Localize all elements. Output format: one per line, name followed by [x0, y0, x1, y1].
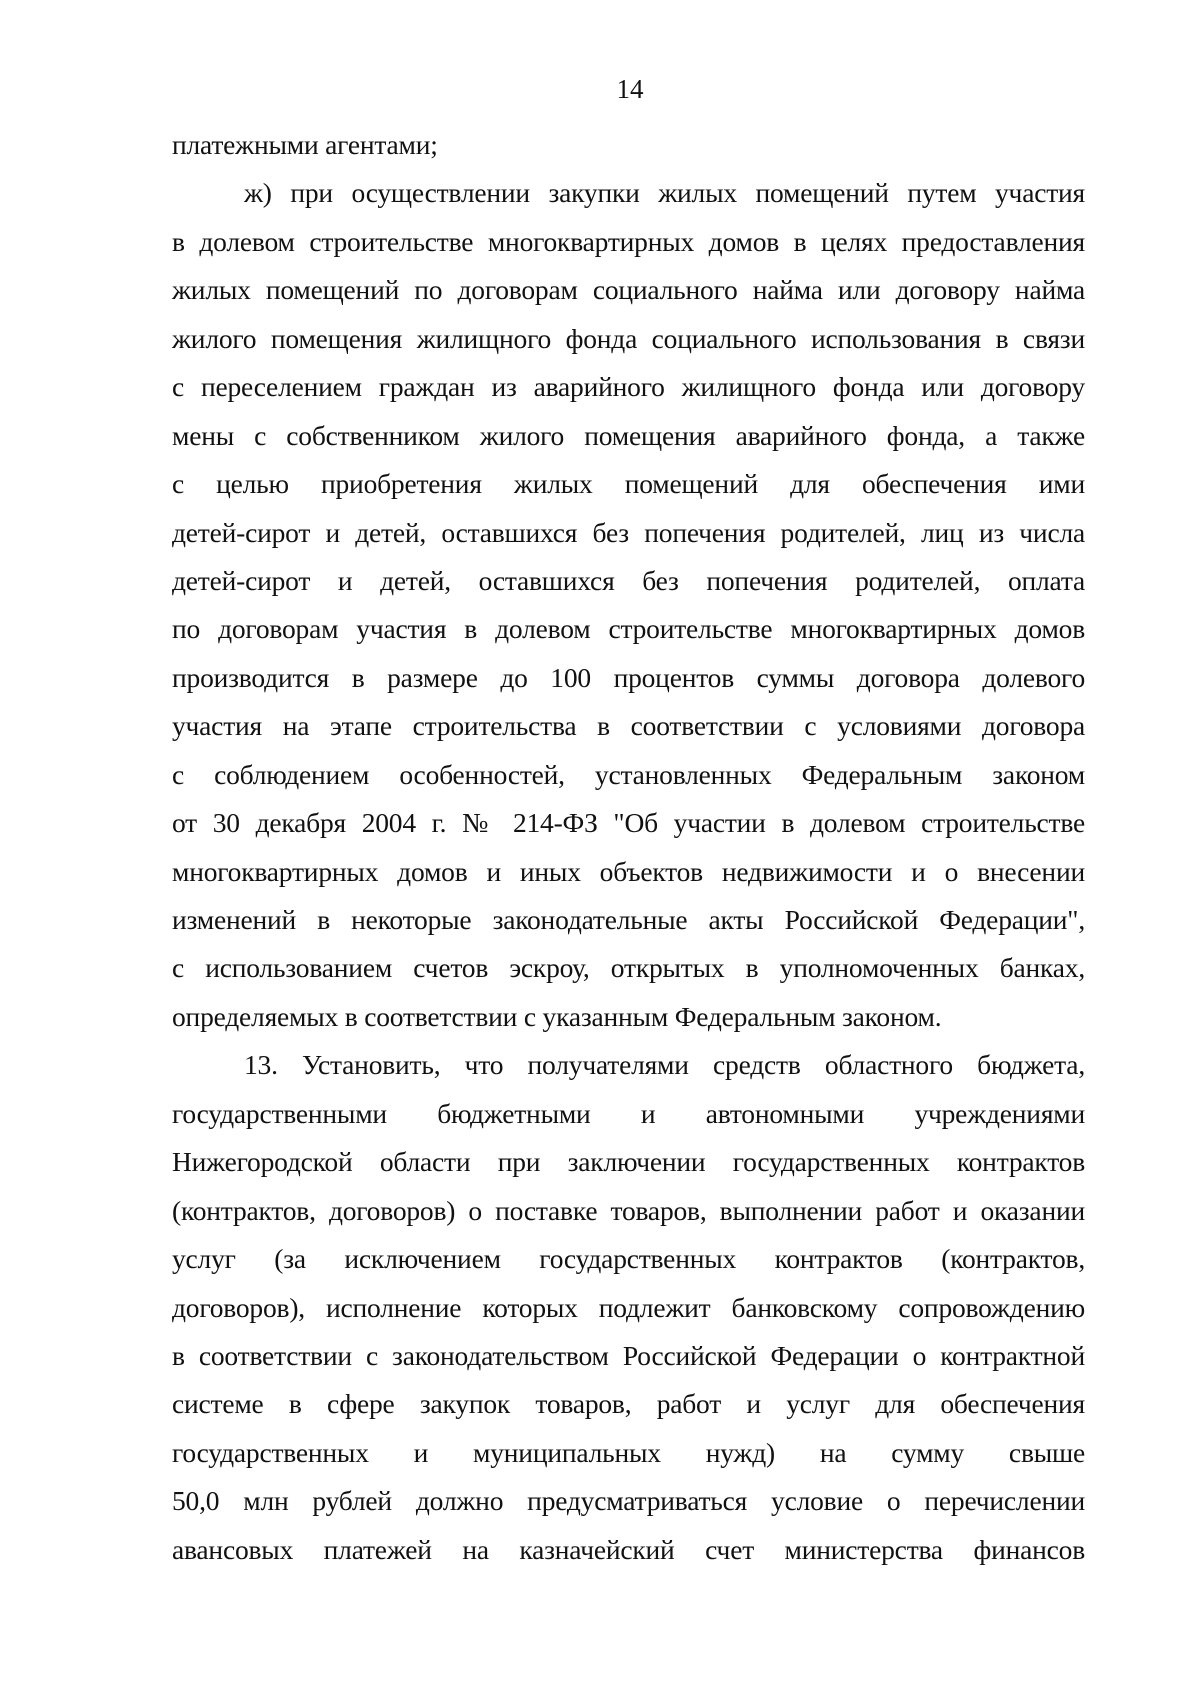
- text-line: государственных и муниципальных нужд) на сумму свыше: [172, 1436, 1085, 1468]
- paragraph-item-13: [172, 1041, 1085, 1574]
- text-line: жилых помещений по договорам социального найма или договору найма: [172, 274, 1085, 306]
- text-line: детей-сирот и детей, оставшихся без попечения родителей, лиц из числа: [172, 516, 1085, 548]
- text-line: детей-сирот и детей, оставшихся без попечения родителей, оплата: [172, 564, 1085, 596]
- text-line: (контрактов, договоров) о поставке товаров, выполнении работ и оказании: [172, 1194, 1085, 1226]
- paragraph-continuation: [172, 121, 1085, 169]
- text-line: 50,0 млн рублей должно предусматриваться условие о перечислении: [172, 1485, 1085, 1517]
- body-text: [172, 121, 1085, 1574]
- text-line: с целью приобретения жилых помещений для обеспечения ими: [172, 468, 1085, 500]
- text-line: с использованием счетов эскроу, открытых в уполномоченных банках,: [172, 952, 1085, 984]
- text-line: в долевом строительстве многоквартирных домов в целях предоставления: [172, 225, 1085, 257]
- text-line: жилого помещения жилищного фонда социального использования в связи: [172, 322, 1085, 354]
- text-line: участия на этапе строительства в соответствии с условиями договора: [172, 710, 1085, 742]
- text-line: услуг (за исключением государственных контрактов (контрактов,: [172, 1243, 1085, 1275]
- text-line: государственными бюджетными и автономными учреждениями: [172, 1097, 1085, 1129]
- text-line: производится в размере до 100 процентов суммы договора долевого: [172, 661, 1085, 693]
- text-line: авансовых платежей на казначейский счет министерства финансов: [172, 1533, 1085, 1565]
- text-line: с соблюдением особенностей, установленных Федеральным законом: [172, 758, 1085, 790]
- text-line: мены с собственником жилого помещения аварийного фонда, а также: [172, 419, 1085, 451]
- text-line: с переселением граждан из аварийного жилищного фонда или договору: [172, 371, 1085, 403]
- paragraph-item-zh: [172, 169, 1085, 1041]
- text-line: системе в сфере закупок товаров, работ и услуг для обеспечения: [172, 1388, 1085, 1420]
- page-number: 14: [616, 74, 644, 104]
- text-line: договоров), исполнение которых подлежит банковскому сопровождению: [172, 1291, 1085, 1323]
- text-line: по договорам участия в долевом строительстве многоквартирных домов: [172, 613, 1085, 645]
- text-line: определяемых в соответствии с указанным Федеральным законом.: [172, 1000, 942, 1032]
- text-line: в соответствии с законодательством Российской Федерации о контрактной: [172, 1339, 1085, 1371]
- text-line: ж) при осуществлении закупки жилых помещений путем участия: [244, 177, 1085, 209]
- text-line: от 30 декабря 2004 г. № 214-ФЗ "Об участии в долевом строительстве: [172, 807, 1085, 839]
- text-line: платежными агентами;: [172, 129, 438, 160]
- text-line: 13. Установить, что получателями средств областного бюджета,: [244, 1049, 1085, 1081]
- text-line: многоквартирных домов и иных объектов недвижимости и о внесении: [172, 855, 1085, 887]
- text-line: Нижегородской области при заключении государственных контрактов: [172, 1146, 1085, 1178]
- text-line: изменений в некоторые законодательные акты Российской Федерации",: [172, 904, 1085, 935]
